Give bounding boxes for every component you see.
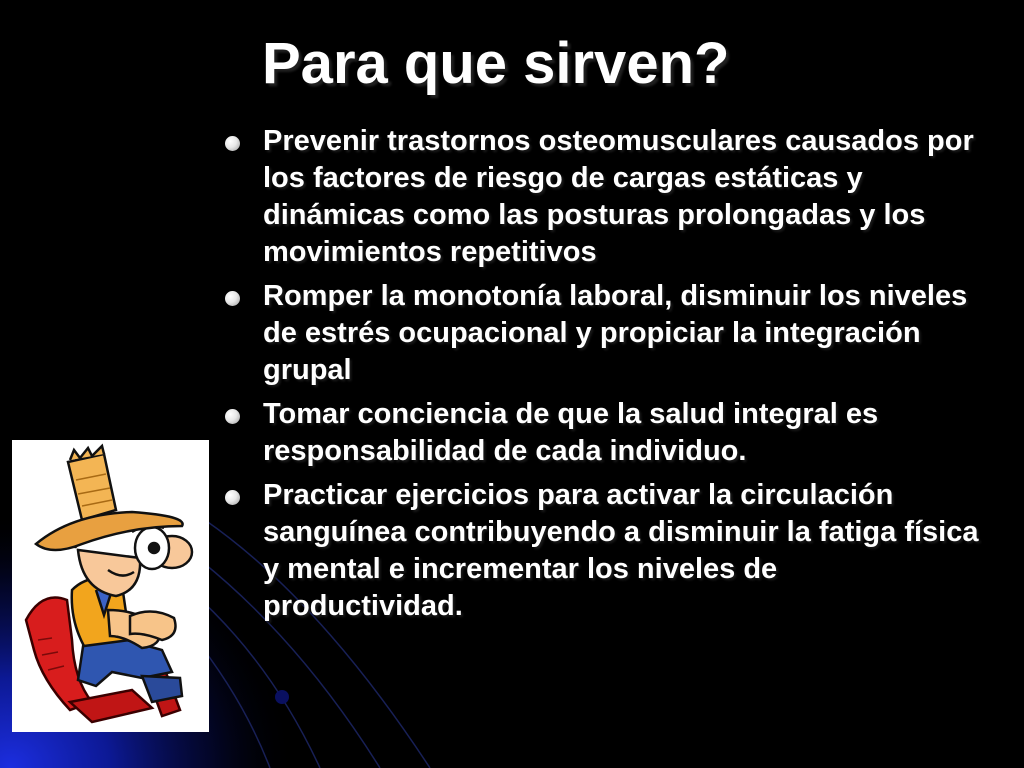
bullet-text: Practicar ejercicios para activar la circulación sanguínea contribuyendo a disminuir la fatiga física y mental e incrementar los niveles de productividad. <box>263 479 979 622</box>
bullet-list <box>222 123 982 632</box>
bullet-item <box>222 123 982 271</box>
bullet-item <box>222 278 982 389</box>
slide-title: Para que sirven? <box>262 31 730 96</box>
bullet-text: Romper la monotonía laboral, disminuir los niveles de estrés ocupacional y propiciar la integración grupal <box>263 280 968 386</box>
bullet-dot-icon <box>225 291 240 306</box>
bullet-item <box>222 477 982 625</box>
bullet-item <box>222 396 982 470</box>
bullet-dot-icon <box>225 490 240 505</box>
bullet-dot-icon <box>225 136 240 151</box>
bullet-text: Prevenir trastornos osteomusculares causados por los factores de riesgo de cargas estáticas y dinámicas como las posturas prolongadas y los movimientos repetitivos <box>263 125 974 268</box>
bullet-text: Tomar conciencia de que la salud integral es responsabilidad de cada individuo. <box>263 398 879 467</box>
decorative-dot <box>275 690 289 704</box>
bullet-dot-icon <box>225 409 240 424</box>
cartoon-man-straw-hat-illustration <box>12 440 209 732</box>
